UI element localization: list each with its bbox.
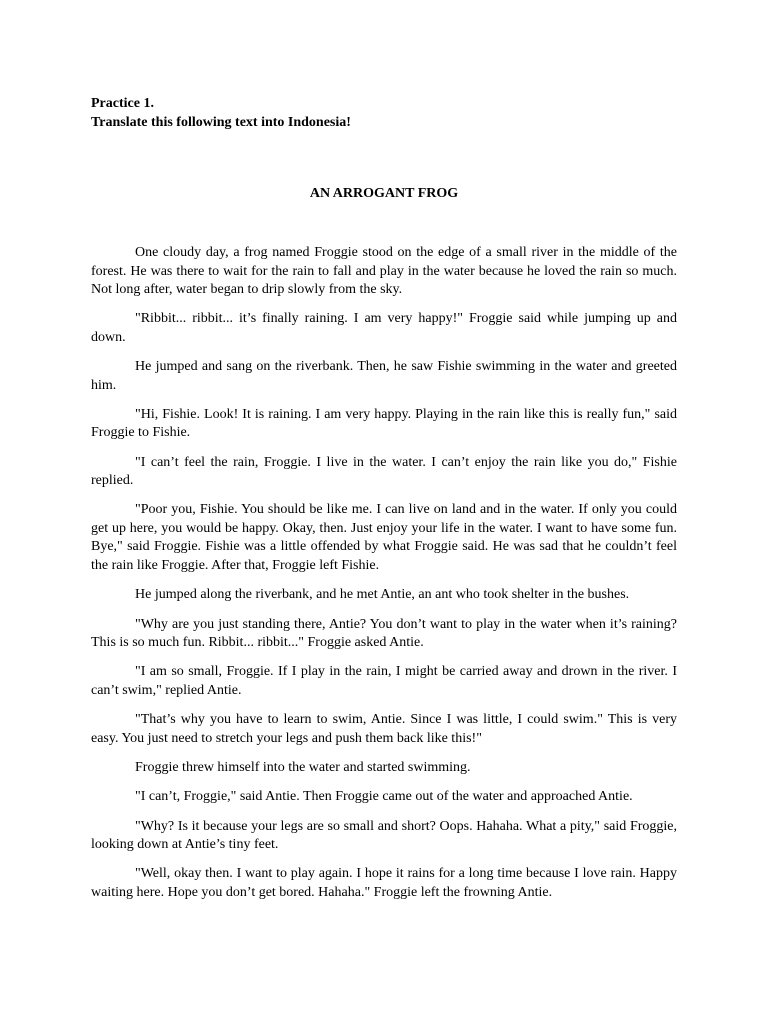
story-title: AN ARROGANT FROG (309, 186, 459, 201)
document-page (91, 94, 677, 913)
story-paragraph: "I can’t feel the rain, Froggie. I live in the water. I can’t enjoy the rain like you do," Fishie replied. (91, 454, 677, 489)
story-paragraph: "I can’t, Froggie," said Antie. Then Froggie came out of the water and approached Antie. (135, 789, 633, 805)
story-paragraph: "Poor you, Fishie. You should be like me. I can live on land and in the water. If only you could get up here, you would be happy. Okay, then. Just enjoy your life in the water. I want to have some fun. Bye," said Froggie. Fishie was a little offended by what Froggie said. He was sad that he couldn’t feel the rain like Froggie. After that, Froggie left Fishie. (91, 502, 677, 573)
story-paragraph: Froggie threw himself into the water and started swimming. (135, 759, 471, 775)
story-paragraph: One cloudy day, a frog named Froggie stood on the edge of a small river in the middle of the forest. He was there to wait for the rain to fall and play in the water because he loved the rain so much. Not long after, water began to drip slowly from the sky. (91, 245, 677, 297)
practice-heading: Practice 1. (91, 96, 154, 111)
story-paragraph: "That’s why you have to learn to swim, Antie. Since I was little, I could swim." This is very easy. You just need to stretch your legs and push them back like this!" (91, 712, 677, 746)
story-paragraph: "Why? Is it because your legs are so small and short? Oops. Hahaha. What a pity," said Froggie, looking down at Antie’s tiny feet. (91, 818, 677, 853)
story-paragraph: "I am so small, Froggie. If I play in the rain, I might be carried away and drown in the river. I can’t swim," replied Antie. (91, 664, 677, 698)
story-paragraph: "Well, okay then. I want to play again. I hope it rains for a long time because I love rain. Happy waiting here. Hope you don’t get bored. Hahaha." Froggie left the frowning Antie. (91, 866, 677, 900)
story-body (91, 244, 677, 902)
story-paragraph: He jumped and sang on the riverbank. Then, he saw Fishie swimming in the water and greeted him. (91, 359, 677, 393)
story-paragraph: "Ribbit... ribbit... it’s finally raining. I am very happy!" Froggie said while jumping up and down. (91, 311, 677, 345)
story-paragraph: "Hi, Fishie. Look! It is raining. I am very happy. Playing in the rain like this is really fun," said Froggie to Fishie. (91, 406, 677, 441)
instruction-heading: Translate this following text into Indonesia! (91, 115, 351, 130)
story-paragraph: "Why are you just standing there, Antie? You don’t want to play in the water when it’s raining? This is so much fun. Ribbit... ribbit..." Froggie asked Antie. (91, 616, 677, 651)
story-paragraph: He jumped along the riverbank, and he met Antie, an ant who took shelter in the bushes. (135, 587, 630, 603)
